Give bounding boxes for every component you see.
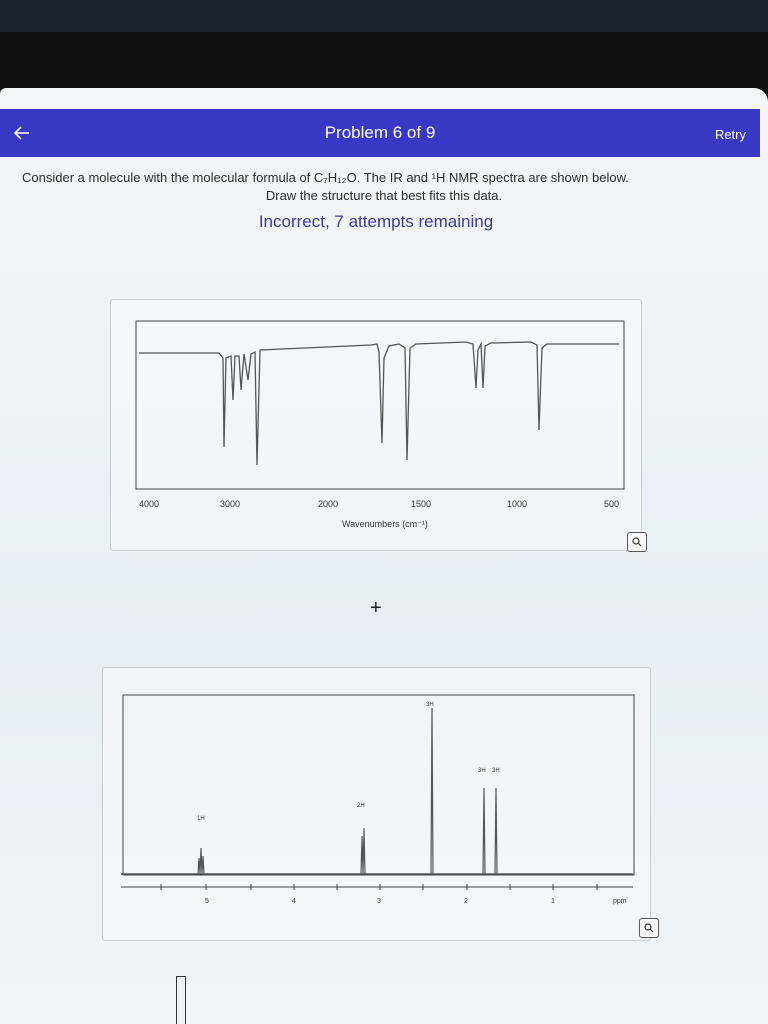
nmr-peak-label-3h-b: 3H — [478, 768, 486, 774]
ir-plot-frame — [136, 321, 624, 489]
ir-tick-1500: 1500 — [411, 499, 432, 509]
ir-x-axis-label: Wavenumbers (cm⁻¹) — [342, 519, 428, 529]
header-bar — [0, 109, 760, 157]
retry-button[interactable]: Retry — [714, 127, 746, 142]
nmr-peak-labels — [197, 702, 500, 822]
ir-tick-1000: 1000 — [507, 499, 528, 509]
nmr-x-unit: ppm — [613, 898, 627, 905]
ir-zoom-button[interactable] — [627, 532, 647, 552]
ir-tick-4000: 4000 — [139, 499, 160, 509]
nmr-peak-label-2h: 2H — [357, 803, 365, 809]
nmr-spectrum-plot — [103, 668, 650, 940]
status-message: Incorrect, 7 attempts remaining — [258, 212, 494, 231]
nmr-peak-label-3h-c: 3H — [492, 768, 500, 774]
ir-x-ticks — [139, 499, 619, 509]
nmr-x-ticks — [205, 898, 627, 905]
device-bezel-band — [0, 32, 768, 90]
device-bezel-top — [0, 0, 768, 32]
nmr-tick-3: 3 — [377, 898, 381, 905]
nmr-trace — [123, 708, 633, 874]
nmr-peak-label-1h: 1H — [197, 816, 205, 822]
nmr-tick-5: 5 — [205, 898, 209, 905]
nmr-tick-4: 4 — [292, 898, 296, 905]
question-line-2: Draw the structure that best fits this data. — [265, 188, 503, 203]
drawing-cursor — [176, 976, 186, 1024]
ir-spectrum-card — [110, 299, 642, 551]
magnifier-icon — [640, 919, 658, 937]
page-title: Problem 6 of 9 — [324, 123, 436, 142]
ir-tick-2000: 2000 — [318, 499, 339, 509]
question-line-1: Consider a molecule with the molecular formula of C₇H₁₂O. The IR and ¹H NMR spectra are shown below. — [22, 170, 629, 185]
magnifier-icon — [628, 533, 646, 551]
nmr-peak-label-3h-a: 3H — [426, 702, 434, 708]
nmr-tick-2: 2 — [464, 898, 468, 905]
nmr-zoom-button[interactable] — [639, 918, 659, 938]
ir-tick-500: 500 — [604, 499, 620, 509]
add-button[interactable]: + — [370, 597, 382, 619]
nmr-tick-1: 1 — [551, 898, 555, 905]
app-screen — [0, 88, 768, 1024]
nmr-plot-frame — [123, 695, 634, 875]
ir-trace — [139, 342, 619, 465]
ir-spectrum-plot — [111, 300, 641, 550]
nmr-spectrum-card — [102, 667, 651, 941]
ir-tick-3000: 3000 — [220, 499, 241, 509]
